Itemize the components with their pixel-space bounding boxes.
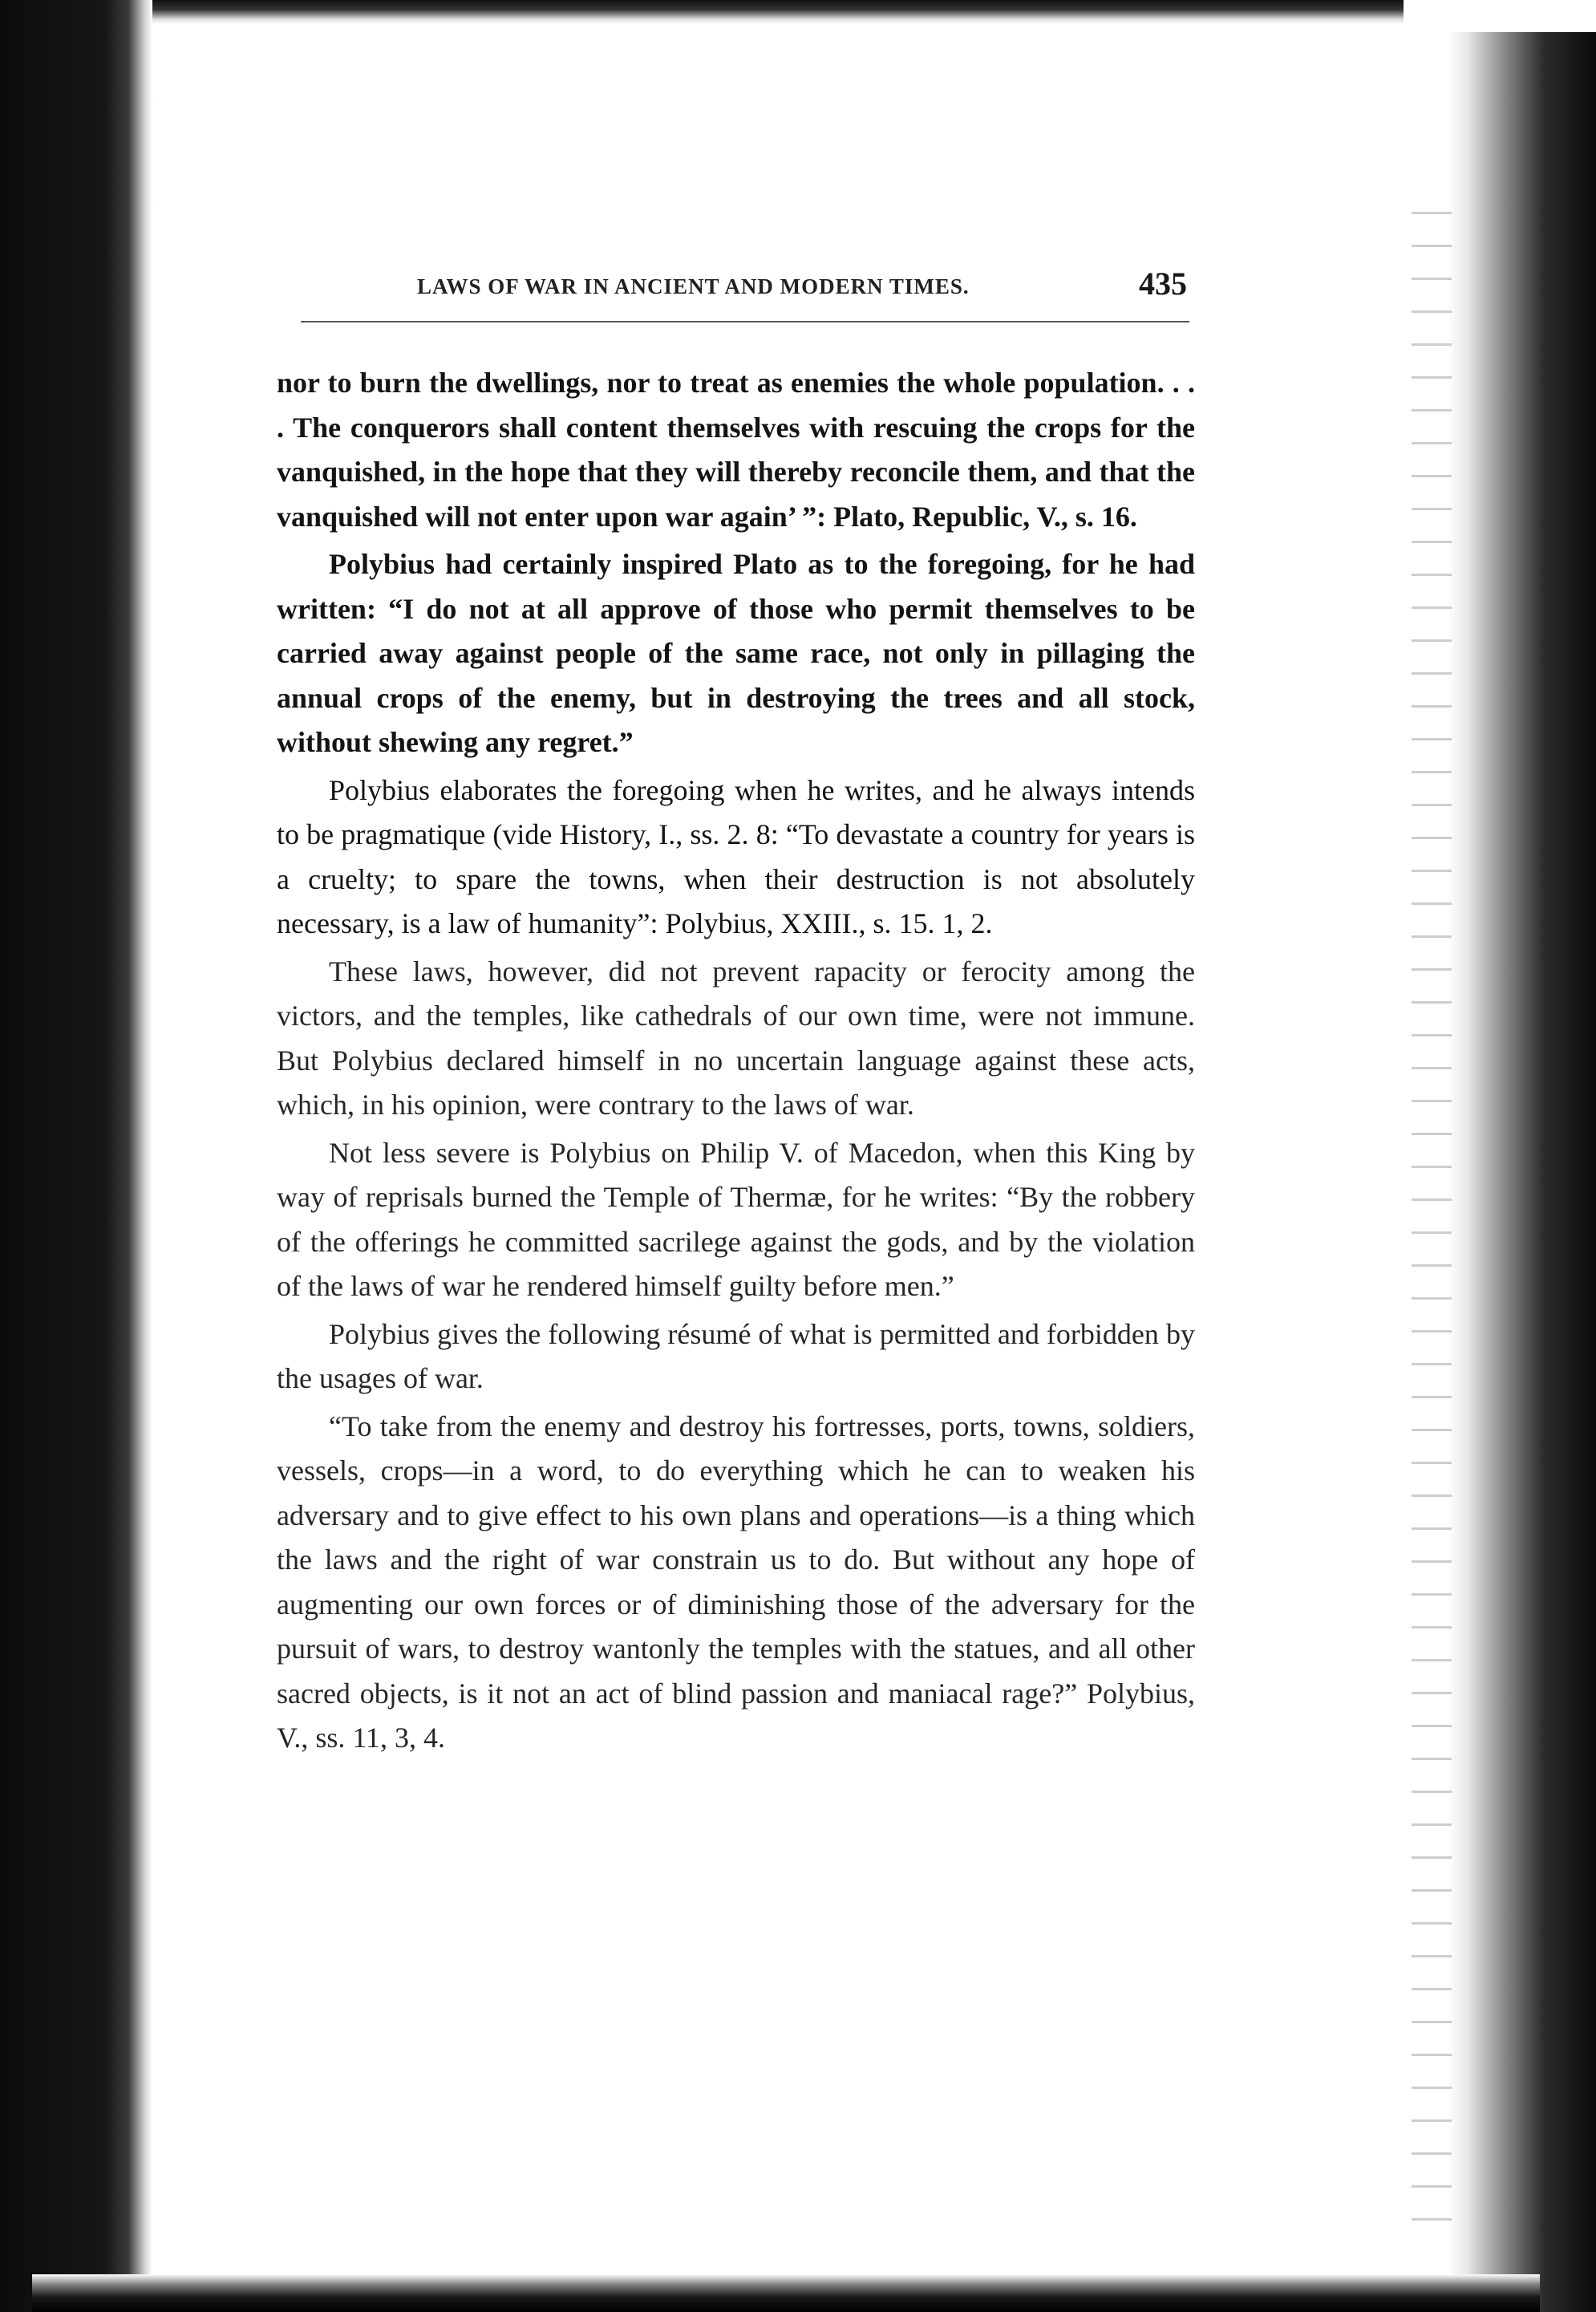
paragraph-1: nor to burn the dwellings, nor to treat as enemies the whole population. . . . The conquerors shall content themselves with rescuing the crops for the vanquished, in the hope that they will thereby reconcile them, and that the vanquished will not enter upon war again’ ”: Plato, Republic, V., s. 16.	[277, 367, 1195, 533]
page-header	[417, 265, 1187, 313]
page-number: 435	[1139, 266, 1187, 302]
paragraph-2: Polybius had certainly inspired Plato as to the foregoing, for he had written: “I do not at all approve of those who permit themselves to be carried away against people of the same race, not only in pillaging the annual crops of the enemy, but in destroying the trees and all stock, without shewing any regret.”	[277, 548, 1195, 758]
scan-border-top	[120, 0, 1404, 24]
paragraph-3: Polybius elaborates the foregoing when he writes, and he always intends to be pragmatique (vide History, I., ss. 2. 8: “To devastate a country for years is a cruelty; to spare the towns, when their destruction is not absolutely necessary, is a law of humanity”: Polybius, XXIII., s. 15. 1, 2.	[277, 773, 1195, 939]
scan-border-right	[1448, 32, 1596, 2312]
scan-speckle-noise	[1412, 201, 1452, 2246]
running-title: LAWS OF WAR IN ANCIENT AND MODERN TIMES.	[417, 274, 970, 298]
paragraph-5: Not less severe is Polybius on Philip V. of Macedon, when this King by way of reprisals burned the Temple of Thermæ, for he writes: “By the robbery of the offerings he committed sacrilege against the gods, and by the violation of the laws of war he rendered himself guilty before men.”	[277, 1136, 1195, 1302]
paragraph-4: These laws, however, did not prevent rapacity or ferocity among the victors, and the temples, like cathedrals of our own time, were not immune. But Polybius declared himself in no uncertain language against these acts, which, in his opinion, were contrary to the laws of war.	[277, 955, 1195, 1121]
paragraph-7: “To take from the enemy and destroy his fortresses, ports, towns, soldiers, vessels, crops—in a word, to do everything which he can to weaken his adversary and to give effect to his own plans and operations—is a thing which the laws and the right of war constrain us to do. But without any hope of augmenting our own forces or of diminishing those of the adversary for the pursuit of wars, to destroy wantonly the temples with the statues, and all other sacred objects, is it not an act of blind passion and maniacal rage?” Polybius, V., ss. 11, 3, 4.	[277, 1410, 1195, 1754]
body-text	[277, 361, 1195, 1761]
header-rule	[301, 321, 1189, 322]
scan-border-bottom	[32, 2274, 1540, 2312]
scan-border-left	[0, 0, 152, 2312]
paragraph-6: Polybius gives the following résumé of what is permitted and forbidden by the usages of war.	[277, 1317, 1195, 1394]
